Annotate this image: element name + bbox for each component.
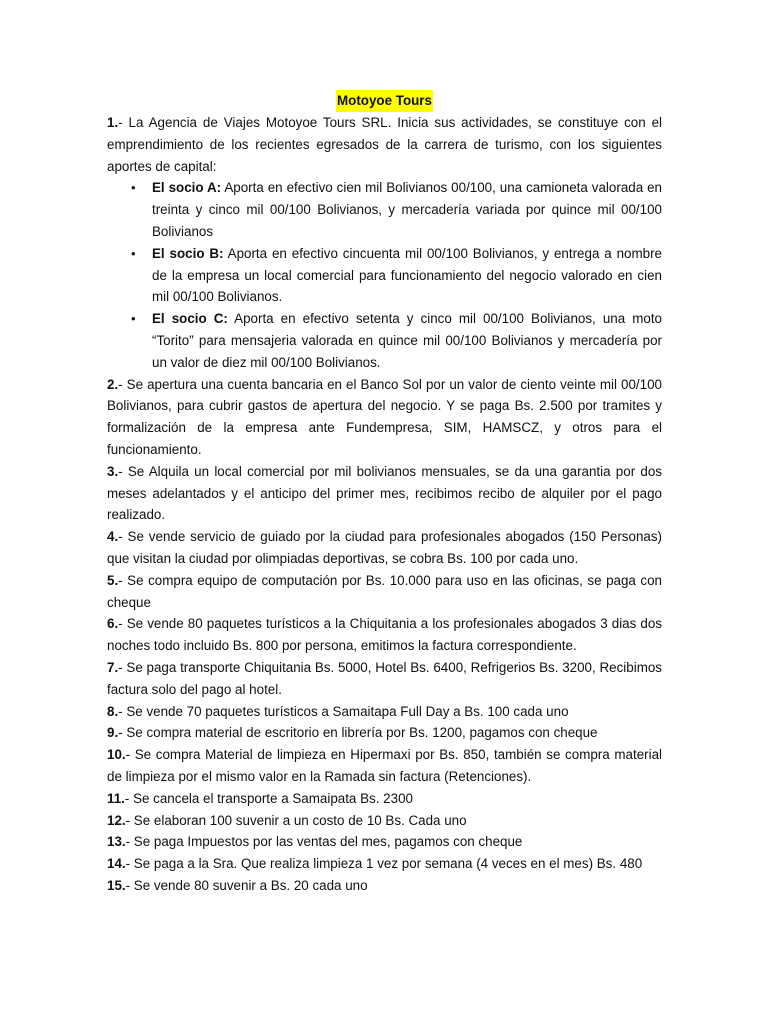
bullet-icon: • <box>131 180 136 196</box>
item-number: 6. <box>107 616 119 632</box>
socio-name: El socio A: <box>152 180 222 196</box>
item-number: 11. <box>107 790 125 806</box>
socio-name: El socio C: <box>152 311 228 327</box>
item-text: - Se elaboran 100 suvenir a un costo de 10 Bs. Cada uno <box>125 812 467 828</box>
item-11 <box>107 788 662 810</box>
socios-list <box>107 177 662 373</box>
item-8 <box>107 701 662 723</box>
item-text: - Se paga Impuestos por las ventas del mes, pagamos con cheque <box>125 834 523 850</box>
item-text: - Se compra equipo de computación por Bs. 10.000 para uso en las oficinas, se paga con cheque <box>107 572 662 610</box>
item-2 <box>107 374 662 461</box>
item-text: - La Agencia de Viajes Motoyoe Tours SRL. Inicia sus actividades, se constituye con el emprendimiento de los recientes egresados de la carrera de turismo, con los siguientes aportes de capital: <box>107 115 662 174</box>
item-number: 4. <box>107 529 119 545</box>
item-text: - Se vende 70 paquetes turísticos a Samaitapa Full Day a Bs. 100 cada uno <box>118 703 569 719</box>
item-number: 9. <box>107 725 119 741</box>
item-text: - Se paga transporte Chiquitania Bs. 5000, Hotel Bs. 6400, Refrigerios Bs. 3200, Recibimos factura solo del pago al hotel. <box>107 659 662 697</box>
item-number: 2. <box>107 376 119 392</box>
item-15 <box>107 875 662 897</box>
item-text: - Se compra material de escritorio en librería por Bs. 1200, pagamos con cheque <box>118 725 598 741</box>
item-text: - Se vende servicio de guiado por la ciudad para profesionales abogados (150 Personas) que visitan la ciudad por olimpiadas deportivas, se cobra Bs. 100 por cada uno. <box>107 529 662 566</box>
item-text: - Se Alquila un local comercial por mil bolivianos mensuales, se da una garantia por dos meses adelantados y el anticipo del primer mes, recibimos recibo de alquiler por el pago realizado. <box>107 463 662 523</box>
item-number: 8. <box>107 703 119 719</box>
document-title: Motoyoe Tours <box>336 90 433 112</box>
item-14 <box>107 853 662 875</box>
item-text: - Se compra Material de limpieza en Hipermaxi por Bs. 850, también se compra material de limpieza por el mismo valor en la Ramada sin factura (Retenciones). <box>107 747 662 784</box>
item-number: 1. <box>107 115 119 130</box>
item-number: 14. <box>107 856 126 872</box>
item-9 <box>107 722 662 744</box>
item-text: - Se vende 80 suvenir a Bs. 20 cada uno <box>125 877 368 893</box>
item-3 <box>107 461 662 526</box>
socio-a-item <box>107 177 662 242</box>
item-number: 7. <box>107 659 119 675</box>
item-12 <box>107 810 662 832</box>
item-text: - Se paga a la Sra. Que realiza limpieza 1 vez por semana (4 veces en el mes) Bs. 480 <box>125 856 643 872</box>
item-13 <box>107 831 662 853</box>
item-number: 10. <box>107 747 126 763</box>
socio-text: Aporta en efectivo setenta y cinco mil 00/100 Bolivianos, una moto “Torito” para mensajeria valorada en quince mil 00/100 Bolivianos y mercadería por un valor de diez mil 00/100 Bolivianos. <box>152 311 662 370</box>
document-page <box>107 90 662 897</box>
title-row <box>107 90 662 112</box>
item-5 <box>107 570 662 614</box>
item-text: - Se apertura una cuenta bancaria en el Banco Sol por un valor de ciento veinte mil 00/100 Bolivianos, para cubrir gastos de apertura del negocio. Y se paga Bs. 2.500 por tramites y formalización de la empresa ante Fundempresa, SIM, HAMSCZ, y otros para el funcionamiento. <box>107 376 662 457</box>
socio-c-item <box>107 308 662 373</box>
item-6 <box>107 613 662 657</box>
socio-name: El socio B: <box>152 245 224 261</box>
item-number: 3. <box>107 463 119 479</box>
socio-text: Aporta en efectivo cincuenta mil 00/100 Bolivianos, y entrega a nombre de la empresa un local comercial para funcionamiento del negocio valorado en cien mil 00/100 Bolivianos. <box>152 245 663 305</box>
bullet-icon: • <box>131 245 136 261</box>
item-number: 13. <box>107 834 126 850</box>
socio-b-item <box>107 243 662 308</box>
item-number: 12. <box>107 812 126 828</box>
item-number: 5. <box>107 572 119 588</box>
item-number: 15. <box>107 877 126 893</box>
item-text: - Se vende 80 paquetes turísticos a la Chiquitania a los profesionales abogados 3 dias dos noches todo incluido Bs. 800 por persona, emitimos la factura correspondiente. <box>107 616 662 654</box>
item-text: - Se cancela el transporte a Samaipata Bs. 2300 <box>124 790 413 806</box>
item-4 <box>107 526 662 570</box>
item-1 <box>107 112 662 177</box>
item-10 <box>107 744 662 788</box>
item-7 <box>107 657 662 701</box>
bullet-icon: • <box>131 311 136 327</box>
socio-text: Aporta en efectivo cien mil Bolivianos 00/100, una camioneta valorada en treinta y cinco mil 00/100 Bolivianos, y mercadería variada por quince mil 00/100 Bolivianos <box>152 180 662 239</box>
